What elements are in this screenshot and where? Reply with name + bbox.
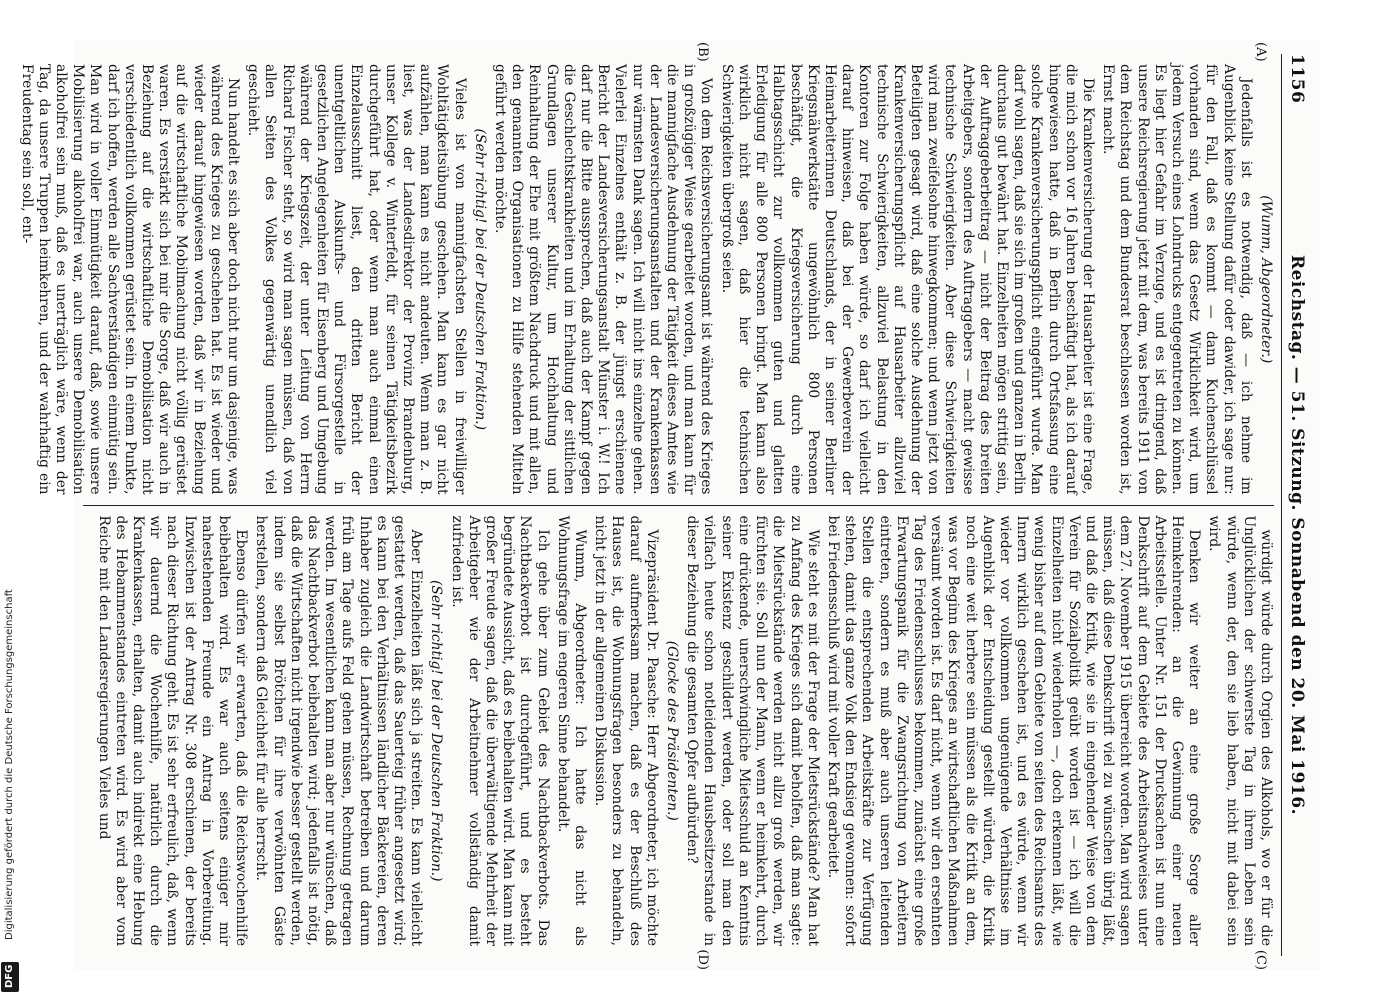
paragraph: Von dem Reichsversicherungsamt ist während des Krieges in großzügiger Weise gearbeitet worden, und man kann für die mannigfache Ausdehnung der Tätigkeit dieses Amtes wie der Landesversicherungsanstalten und der Krankenkassen nur wärmsten Dank sagen. Ich will nicht ins einzelne gehen. Vielerlei Einzelnes enthält z. B. der jüngst erschienene Bericht der Landesversicherungsanstalt Münster i. W.! Ich darf nur die Bitte aussprechen, daß auch der Kampf gegen die Geschlechtskrankheiten und im Erhaltung der sittlichen Grundlagen unserer Kultur, um Hochhaltung und Reinhaltung der Ehe mit größtem Nachdruck und mit allen, den genannten Organisationen zu Hilfe stehenden Mitteln geführt werden möchte.	[492, 64, 715, 495]
paragraph: Ebenso dürfen wir erwarten, daß die Reichswochenhilfe beibehalten wird. Es war auch seitens einiger mir nahestehenden Freunde ein Antrag in Vorbereitung. Inzwischen ist der Antrag Nr. 308 erschienen, der bereits nach dieser Richtung geht. Es ist sehr erfreulich, daß, wenn wir dauernd die Wochenhilfe, natürlich durch die Krankenkassen, erhalten, damit auch indirekt eine Hebung des Hebammenstandes eintreten wird. Es wird aber vom Reiche mit den Landesregierungen Vieles und	[95, 515, 250, 946]
paragraph: würdigt würde durch Orgien des Alkohols, wo er für die Unglücklichen der schwerste Tag in ihrem Leben sein würde, wenn der, den sie lieb haben, nicht mit dabei sein wird.	[1206, 515, 1274, 946]
paragraph: Denken wir weiter an eine große Sorge aller Heimkehrenden: an die Gewinnung einer neuen Arbeitsstelle. Unter Nr. 151 der Drucksachen ist nun eine Denkschrift auf dem Gebiete des Arbeitsnachweises unter dem 27. November 1915 überreicht worden. Man wird sagen müssen, daß diese Denkschrift viel zu wünschen übrig läßt, und daß die Kritik, wie sie in eingehender Weise von dem Verein für Sozialpolitik geübt worden ist — ich will die Einzelheiten nicht wiederholen —, doch erkennen läßt, wie wenig bisher auf dem Gebiete von seiten des Reichsamts des Innern wirklich geschehen ist, und es würde, wenn wir wieder vor vollkommen ungenügende Verhältnisse im Augenblick der Entscheidung gestellt würden, die Kritik noch eine weit herbere sein müssen als die Kritik an dem, was vor Beginn des Krieges an wirtschaftlichen Maßnahmen versäumt worden ist. Es darf nicht, wenn wir den ersehnten Tag des Friedensschlusses bekommen, zunächst eine große Erwartungspanik für die Zwangsrichtung von Arbeitern eintreten, sondern es muß aber auch unseren leitenden Stellen die entsprechenden Arbeitskräfte zur Verfügung stehen, damit das ganze Volk den Endsieg gewonnen: sofort bei Friedensschluß wird mit voller Kraft gearbeitet.	[824, 515, 1203, 946]
paragraph: (Wumm, Abgeordneter.)	[1258, 195, 1274, 364]
paragraph: Vizepräsident Dr. Paasche: Herr Abgeordneter, ich möchte darauf aufmerksam machen, daß es der Beschluß des Hauses ist, die Wohnungsfragen besonders zu behandeln, nicht jetzt in der allgemeinen Diskussion.	[592, 515, 660, 946]
credit-text: Digitalisierung gefördert durch die Deutsche Forschungsgemeinschaft	[4, 589, 15, 940]
paragraph: Nun handelt es sich aber doch nicht nur um dasjenige, was während des Krieges zu geschehen hat. Es ist wieder und wieder darauf hingewiesen worden, daß wir in Beziehung auf die wirtschaftliche Mobilmachung nicht völlig gerüstet waren. Es verstärkt sich bei mir die Sorge, daß wir auch in Beziehung auf die wirtschaftliche Demobilisation nicht verschiedentlich vollkommen gerüstet sein. In einem Punkte, darf ich hoffen, werden alle Sachverständigen einmütig sein. Man wird in voller Einmütigkeit darauf, daß, sowie unsere Mobilisierung alkoholfrei war, auch unsere Demobilisation alkoholfrei sein muß, daß es unerträglich wäre, wenn der Tag, da unsere Truppen heimkehren, und der wahrhaftig ein Freudentag sein soll, ent-	[18, 64, 242, 495]
margin-mark-b: (B)	[695, 42, 710, 62]
page-title: Reichstag. — 51. Sitzung. Sonnabend den 20. Mai 1916.	[1287, 254, 1307, 815]
paragraph: Ich gehe über zum Gebiet des Nachtbackverbots. Das Nachtbackverbot ist durchgeführt, und es besteht begründete Aussicht, daß es beibehalten wird. Man kann mit großer Freude sagen, daß die überwältigende Mehrheit der Arbeitgeber wie der Arbeitnehmer vollständig damit zufrieden ist.	[448, 515, 551, 946]
scanned-page	[18, 40, 1320, 970]
paragraph: Die Krankenversicherung der Hausarbeiter ist eine Frage, die mich schon vor 16 Jahren beschäftigt hat, als ich darauf hingewiesen hatte, daß in Berlin durch Ortsfassung eine solche Krankenversicherungspflicht eingeführt wurde. Man darf wohl sagen, daß sie sich im großen und ganzen in Berlin durchaus gut bewährt hat. Einzelheiten mögen strittig sein, der Auftraggeberbeitrag — nicht der Beitrag des breiten Arbeitgebers, sondern des Auftraggebers — macht gewisse technische Schwierigkeiten. Aber diese Schwierigkeiten wird man zweifelsohne hinwegkommen; und wenn jetzt von Beteiligten gesagt wird, daß eine solche Ausdehnung der Krankenversicherungspflicht auf Hausarbeiter allzuviel technische Schwierigkeiten, allzuviel Belastung in den Kontoren zur Folge haben würde, so darf ich vielleicht darauf hinweisen, daß bei der Gewerbeverein der Heimarbeiterinnen Deutschlands, der in seiner Berliner Kriegsnähwerkstätte ungewöhnlich 800 Personen beschäftigt, die Kriegsversicherung durch eine Halbtagsschicht zur vollkommen guten und glatten Erledigung für alle 800 Personen bringt. Man kann also wirklich nicht sagen, daß hier die technischen Schwierigkeiten übergroß seien.	[718, 64, 1096, 495]
paragraph: (Sehr richtig! bei der Deutschen Fraktion.)	[471, 128, 488, 430]
paragraph: Jedenfalls ist es notwendig, daß — ich nehme im Augenblick keine Stellung dafür oder dawider, ich sage nur: für den Fall, daß es kommt — dann Kuchenschlüssel vorhanden sind, wenn das Gesetz Wirklichkeit wird, um jedem Versuch eines Lohndrucks entgegentreten zu können. Es liegt hier Gefahr im Verzuge, und es ist dringend, daß unsere Reichsregierung jetzt mit dem, was bereits 1911 von dem Reichstag und dem Bundesrat beschlossen worden ist, Ernst macht.	[1100, 64, 1254, 495]
margin-mark-d: (D)	[695, 949, 710, 970]
margin-mark-a: (A)	[1253, 42, 1268, 62]
paragraph: Wumm, Abgeordneter: Ich hatte das nicht als Wohnungsfrage im engeren Sinne behandelt.	[554, 515, 589, 946]
page-number: 1156	[1287, 54, 1307, 104]
right-column	[83, 505, 1274, 957]
text-columns	[18, 54, 1274, 956]
paragraph: Wie steht es mit der Frage der Mietsrückstände? Man hat zu Anfang des Krieges sich damit beholfen, daß man sagte: die Mietsrückstände werden nicht allzu groß werden, wir fürchten sie. Soll nun der Mann, wenn er heimkehrt, durch eine drückende, unerschwingliche Mietsschuld an Kenntnis seiner Existenz geschildert werden, oder soll man den vielfach heute schon notleidenden Hausbesitzerstande in dieser Beziehung die gesamten Opfer aufbürden?	[684, 515, 821, 946]
dfg-logo	[1, 962, 19, 992]
paragraph: Aber Einzelheiten läßt sich ja streiten. Es kann vielleicht gestattet werden, daß das Sauerteig früher angesetzt wird; es kann bei den Verhältnissen ländlicher Bäckereien, deren Inhaber zugleich die Landwirtschaft betreiben und darum früh am Tage aufs Feld gehen müssen, Rechnung getragen werden. Im wesentlichen kann man aber nur wünschen, daß das Nachtbackverbot beibehalten wird; jedenfalls ist nötig, daß die Wirtschaften nicht irgendwie besser gestellt werden, indem sie selbst Brötchen für ihre verwöhnten Gäste herstellen, sondern daß Gleichheit für alle herrscht.	[253, 515, 425, 946]
page-rotated-content	[18, 40, 1320, 970]
margin-mark-c: (C)	[1253, 949, 1268, 970]
dfg-logo-text: DFG	[4, 964, 15, 988]
paragraph: (Glocke des Präsidenten.)	[664, 640, 681, 821]
paragraph: (Sehr richtig! bei der Deutschen Fraktion.)	[428, 580, 445, 882]
left-column	[18, 54, 1274, 505]
page-header	[1281, 54, 1312, 956]
paragraph: Vieles ist von mannigfachsten Stellen in freiwilliger Wohltätigkeitsübung geschehen. Man kann es gar nicht aufzählen, man kann es nicht andeuten. Wenn man z. B. liest, was der Landesdirektor der Provinz Brandenburg, unser Kollege v. Winterfeldt, für seinen Tätigkeitsbezirk durchgeführt hat, oder wenn man auch einmal einen Einzelausschnitt liest, den dritten Bericht der unentgeltlichen Auskunfts- und Fürsorgestelle in gesetzlichen Angelegenheiten für Eisenberg und Umgebung während der Kriegszeit, der unter Leitung von Herrn Richard Fischer steht, so wird man sagen müssen, daß von allen Seiten des Volkes gegenwärtig unendlich viel geschieht.	[245, 64, 468, 495]
page-inner	[18, 40, 1320, 970]
